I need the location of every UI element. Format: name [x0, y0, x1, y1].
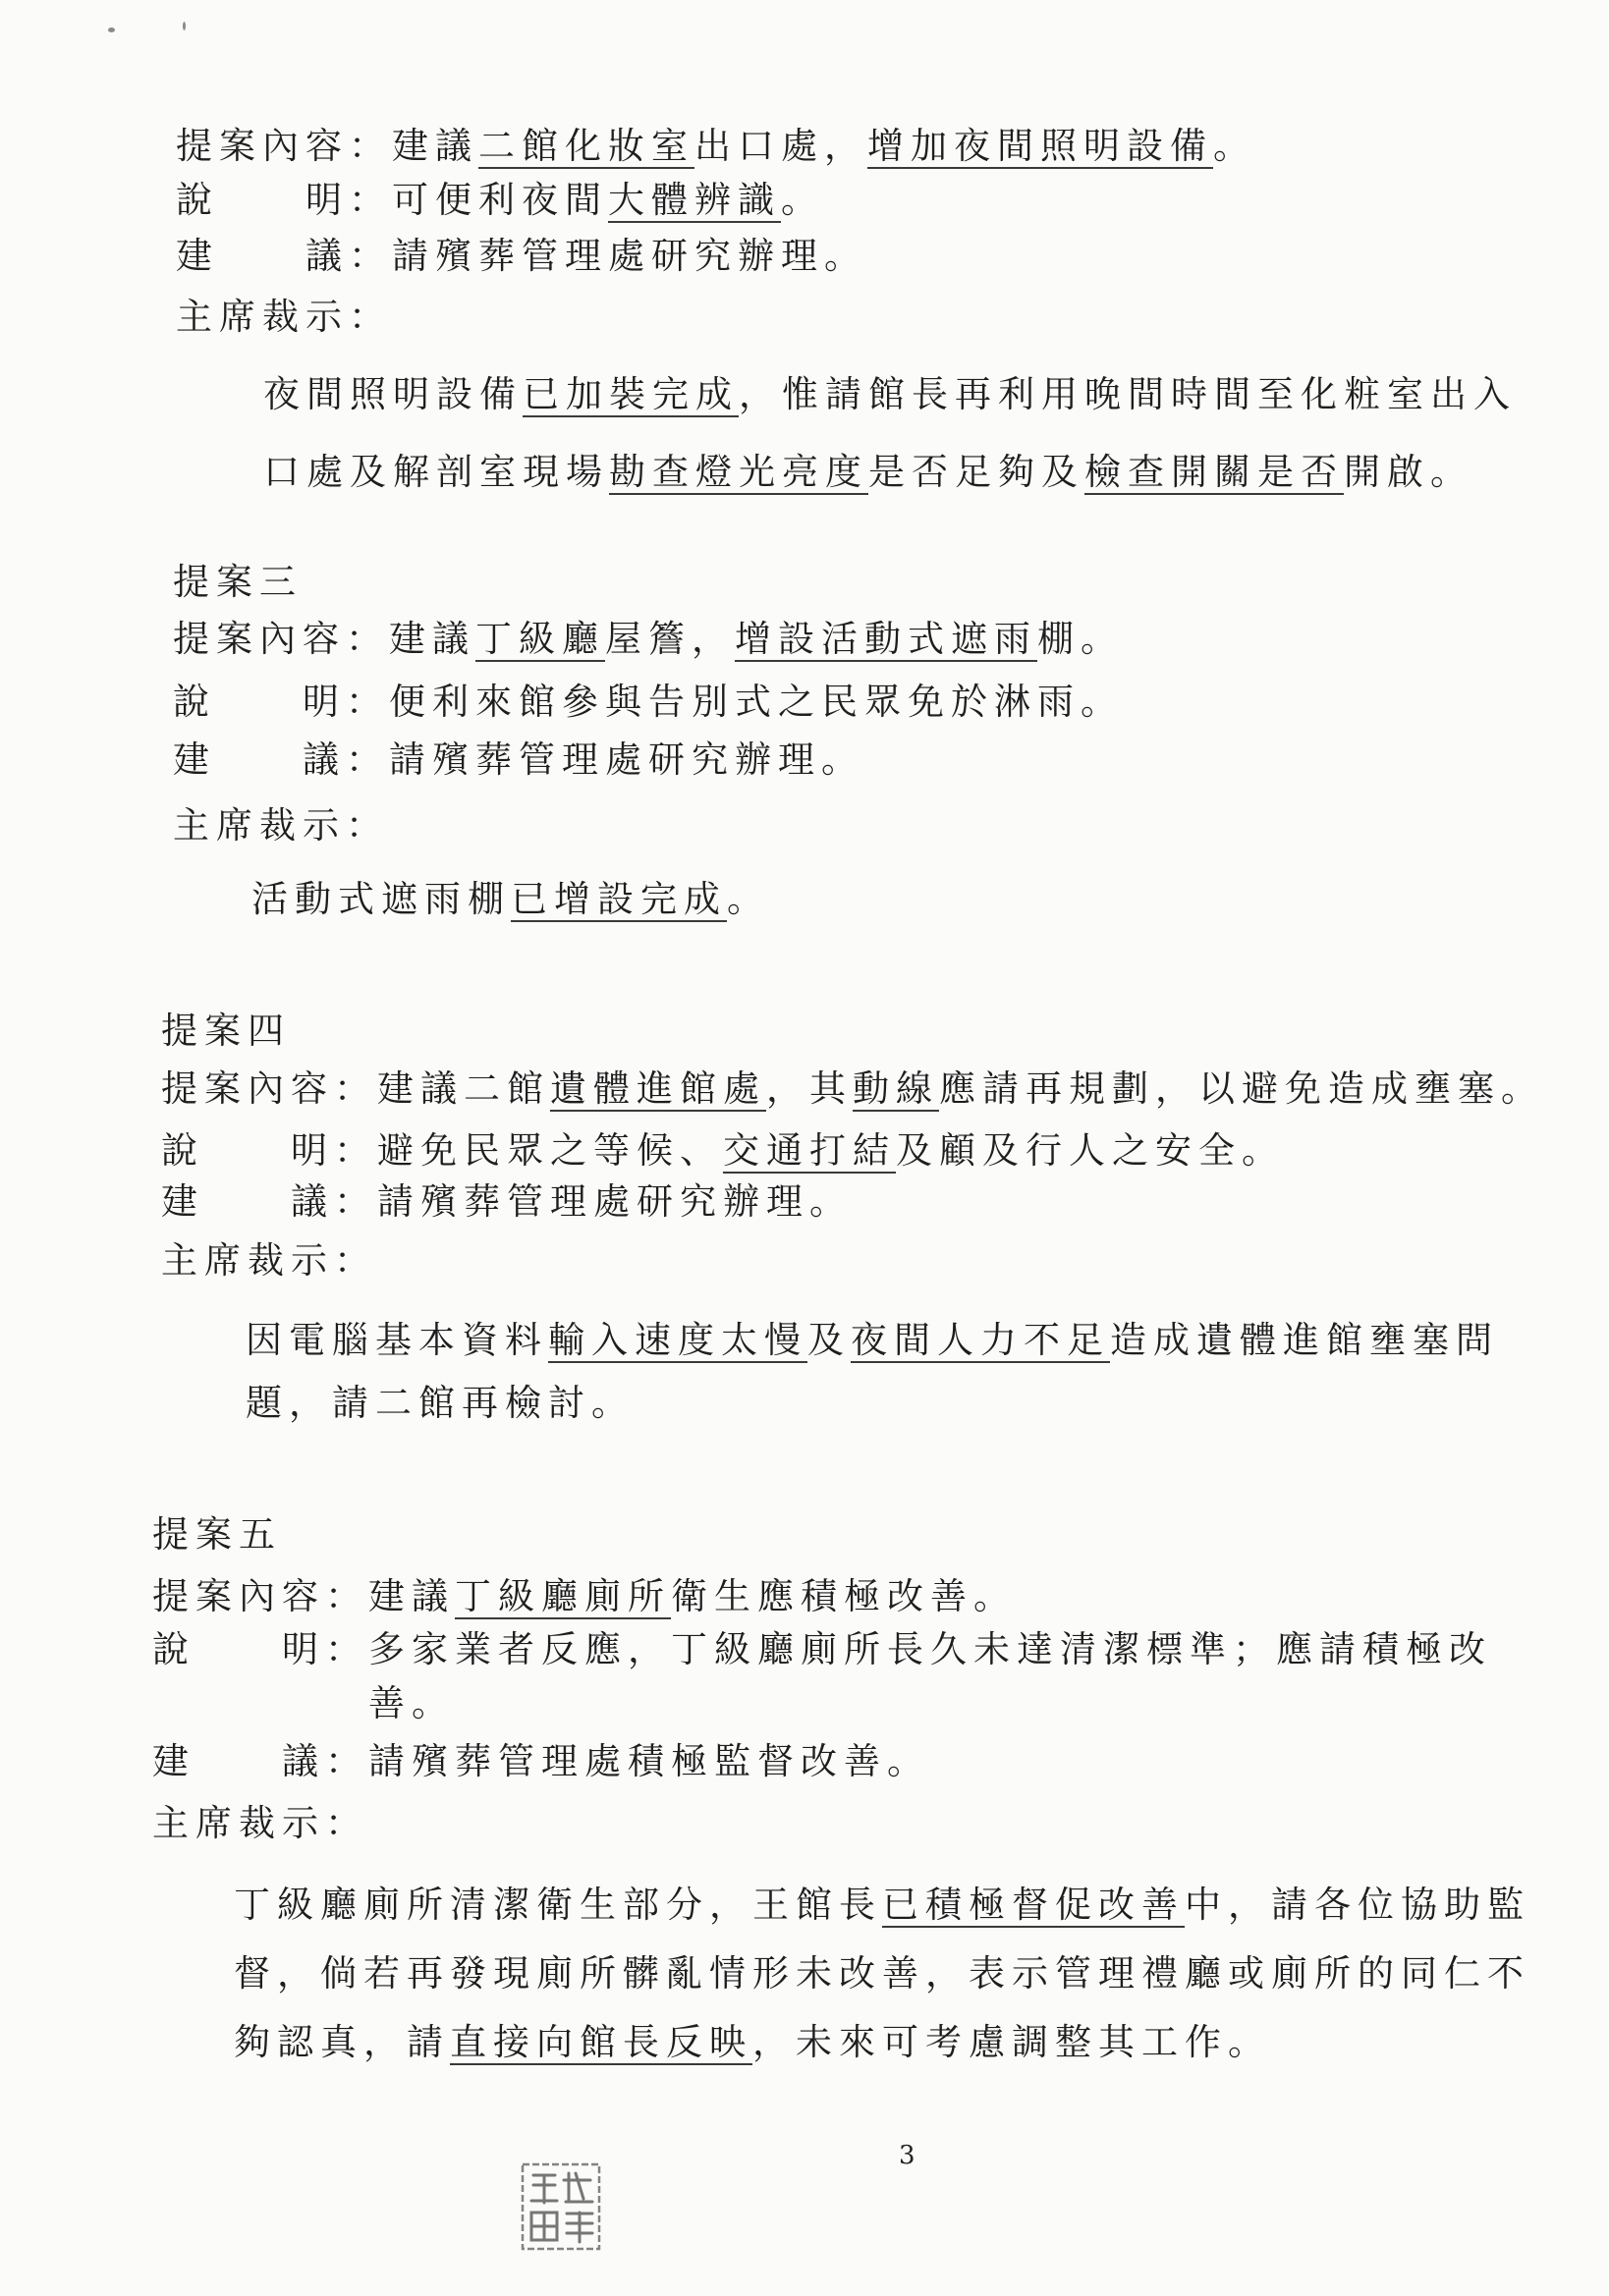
explanation-value — [389, 681, 1124, 723]
text-run: 便利來館參與告別式之民眾免於淋雨。 — [389, 681, 1124, 723]
chair-ruling-label: 主席裁示： — [161, 1239, 377, 1282]
text-run: 建議 — [389, 618, 475, 660]
text-run: 應請再規劃，以避免造成壅塞。 — [939, 1067, 1544, 1110]
text-run: 題，請二館再檢討。 — [246, 1382, 635, 1424]
text-run: 口處及解剖室現場 — [263, 451, 609, 493]
underlined-text: 已加裝完成 — [523, 373, 739, 415]
underlined-text: 輸入速度太慢 — [548, 1319, 807, 1361]
proposal-content-value — [392, 125, 1256, 167]
text-run: ，其 — [766, 1067, 853, 1110]
page-number: 3 — [899, 2141, 915, 2170]
text-run: 夠認真，請 — [234, 2021, 450, 2063]
text-run: 造成遺體進館壅塞問 — [1110, 1319, 1499, 1361]
proposal-content-value — [389, 618, 1124, 660]
text-run: 中，請各位協助監 — [1185, 1884, 1530, 1926]
explanation-value — [377, 1129, 1285, 1172]
scan-speck — [108, 27, 115, 32]
proposal-content-label: 提案內容： — [176, 125, 392, 167]
chair-ruling-line — [234, 2018, 1271, 2067]
text-run: 。 — [727, 878, 770, 920]
explanation-row — [176, 176, 824, 225]
suggestion-label: 建 議： — [152, 1740, 368, 1782]
text-run: 建議 — [368, 1575, 455, 1617]
text-run: 及顧及行人之安全。 — [896, 1129, 1285, 1172]
suggestion-row — [152, 1737, 930, 1786]
underlined-text: 勘查燈光亮度 — [609, 451, 868, 493]
suggestion-label: 建 議： — [173, 738, 389, 781]
text-run: 。 — [781, 179, 824, 221]
text-run: 。 — [1213, 125, 1256, 167]
explanation-label: 說 明： — [176, 179, 392, 221]
suggestion-value — [392, 235, 867, 277]
text-run: 建議 — [392, 125, 478, 167]
text-run: 開啟。 — [1344, 451, 1473, 493]
underlined-text: 大體辨識 — [608, 179, 781, 221]
suggestion-value — [377, 1180, 853, 1223]
chair-ruling-line — [263, 448, 1473, 497]
underlined-text: 直接向館長反映 — [450, 2021, 752, 2063]
underlined-text: 已積極督促改善 — [882, 1884, 1185, 1926]
proposal-content-label: 提案內容： — [161, 1067, 377, 1110]
text-run: 請殯葬管理處研究辦理。 — [377, 1180, 853, 1223]
underlined-text: 丁級廳廁所 — [455, 1575, 671, 1617]
underlined-text: 增加夜間照明設備 — [867, 125, 1213, 167]
explanation-row — [152, 1625, 1492, 1674]
text-run: 請殯葬管理處積極監督改善。 — [368, 1740, 930, 1782]
explanation-value — [392, 179, 824, 221]
text-run: 善。 — [368, 1682, 455, 1724]
explanation-label: 說 明： — [173, 681, 389, 723]
explanation-row — [173, 678, 1124, 727]
text-run: 是否足夠及 — [868, 451, 1084, 493]
chair-ruling-label: 主席裁示： — [152, 1802, 368, 1844]
suggestion-value — [368, 1740, 930, 1782]
chair-ruling-label: 主席裁示： — [176, 296, 392, 338]
scan-speck — [183, 22, 186, 30]
underlined-text: 增設活動式遮雨 — [735, 618, 1037, 660]
suggestion-label: 建 議： — [176, 235, 392, 277]
underlined-text: 夜間人力不足 — [851, 1319, 1110, 1361]
chair-ruling-label: 主席裁示： — [173, 804, 389, 847]
underlined-text: 二館化妝室 — [478, 125, 694, 167]
underlined-text: 遺體進館處 — [550, 1067, 766, 1110]
chair-ruling-line — [263, 370, 1517, 419]
proposal-content-row — [173, 615, 1124, 664]
text-run: 屋簷， — [605, 618, 735, 660]
proposal-content-value — [368, 1575, 1017, 1617]
text-run: ，惟請館長再利用晚間時間至化粧室出入 — [739, 373, 1517, 415]
seal-stamp-icon — [520, 2161, 602, 2252]
proposal-heading: 提案三 — [173, 561, 303, 603]
proposal-content-label: 提案內容： — [173, 618, 389, 660]
text-run: 請殯葬管理處研究辦理。 — [392, 235, 867, 277]
explanation-continuation — [368, 1679, 455, 1728]
text-run: 建議二館 — [377, 1067, 550, 1110]
suggestion-value — [389, 738, 864, 781]
explanation-value — [368, 1628, 1492, 1670]
suggestion-label: 建 議： — [161, 1180, 377, 1223]
underlined-text: 檢查開關是否 — [1084, 451, 1344, 493]
text-run: 及 — [807, 1319, 851, 1361]
text-run: 活動式遮雨棚 — [251, 878, 511, 920]
text-run: 多家業者反應，丁級廳廁所長久未達清潔標準；應請積極改 — [368, 1628, 1492, 1670]
chair-ruling-line — [234, 1949, 1530, 1998]
proposal-heading: 提案五 — [152, 1513, 282, 1556]
text-run: 丁級廳廁所清潔衛生部分，王館長 — [234, 1884, 882, 1926]
proposal-content-row — [161, 1065, 1544, 1114]
proposal-heading: 提案四 — [161, 1010, 291, 1052]
text-run: 夜間照明設備 — [263, 373, 523, 415]
text-run: 可便利夜間 — [392, 179, 608, 221]
text-run: 請殯葬管理處研究辦理。 — [389, 738, 864, 781]
proposal-content-value — [377, 1067, 1544, 1110]
proposal-content-row — [152, 1572, 1017, 1621]
chair-ruling-line — [234, 1881, 1530, 1930]
proposal-content-label: 提案內容： — [152, 1575, 368, 1617]
underlined-text: 動線 — [853, 1067, 939, 1110]
text-run: 棚。 — [1037, 618, 1124, 660]
text-run: 督，倘若再發現廁所髒亂情形未改善，表示管理禮廳或廁所的同仁不 — [234, 1952, 1530, 1995]
text-run: 出口處， — [694, 125, 867, 167]
proposal-content-row — [176, 122, 1256, 171]
text-run: 因電腦基本資料 — [246, 1319, 548, 1361]
explanation-label: 說 明： — [161, 1129, 377, 1172]
suggestion-row — [161, 1177, 853, 1227]
chair-ruling-line — [246, 1316, 1499, 1365]
text-run: 衛生應積極改善。 — [671, 1575, 1017, 1617]
suggestion-row — [173, 736, 864, 785]
underlined-text: 交通打結 — [723, 1129, 896, 1172]
underlined-text: 已增設完成 — [511, 878, 727, 920]
chair-ruling-line — [251, 875, 770, 924]
underlined-text: 丁級廳 — [475, 618, 605, 660]
explanation-label: 說 明： — [152, 1628, 368, 1670]
text-run: ，未來可考慮調整其工作。 — [752, 2021, 1271, 2063]
suggestion-row — [176, 232, 867, 281]
text-run: 避免民眾之等候、 — [377, 1129, 723, 1172]
chair-ruling-line — [246, 1379, 635, 1428]
explanation-row — [161, 1126, 1285, 1175]
